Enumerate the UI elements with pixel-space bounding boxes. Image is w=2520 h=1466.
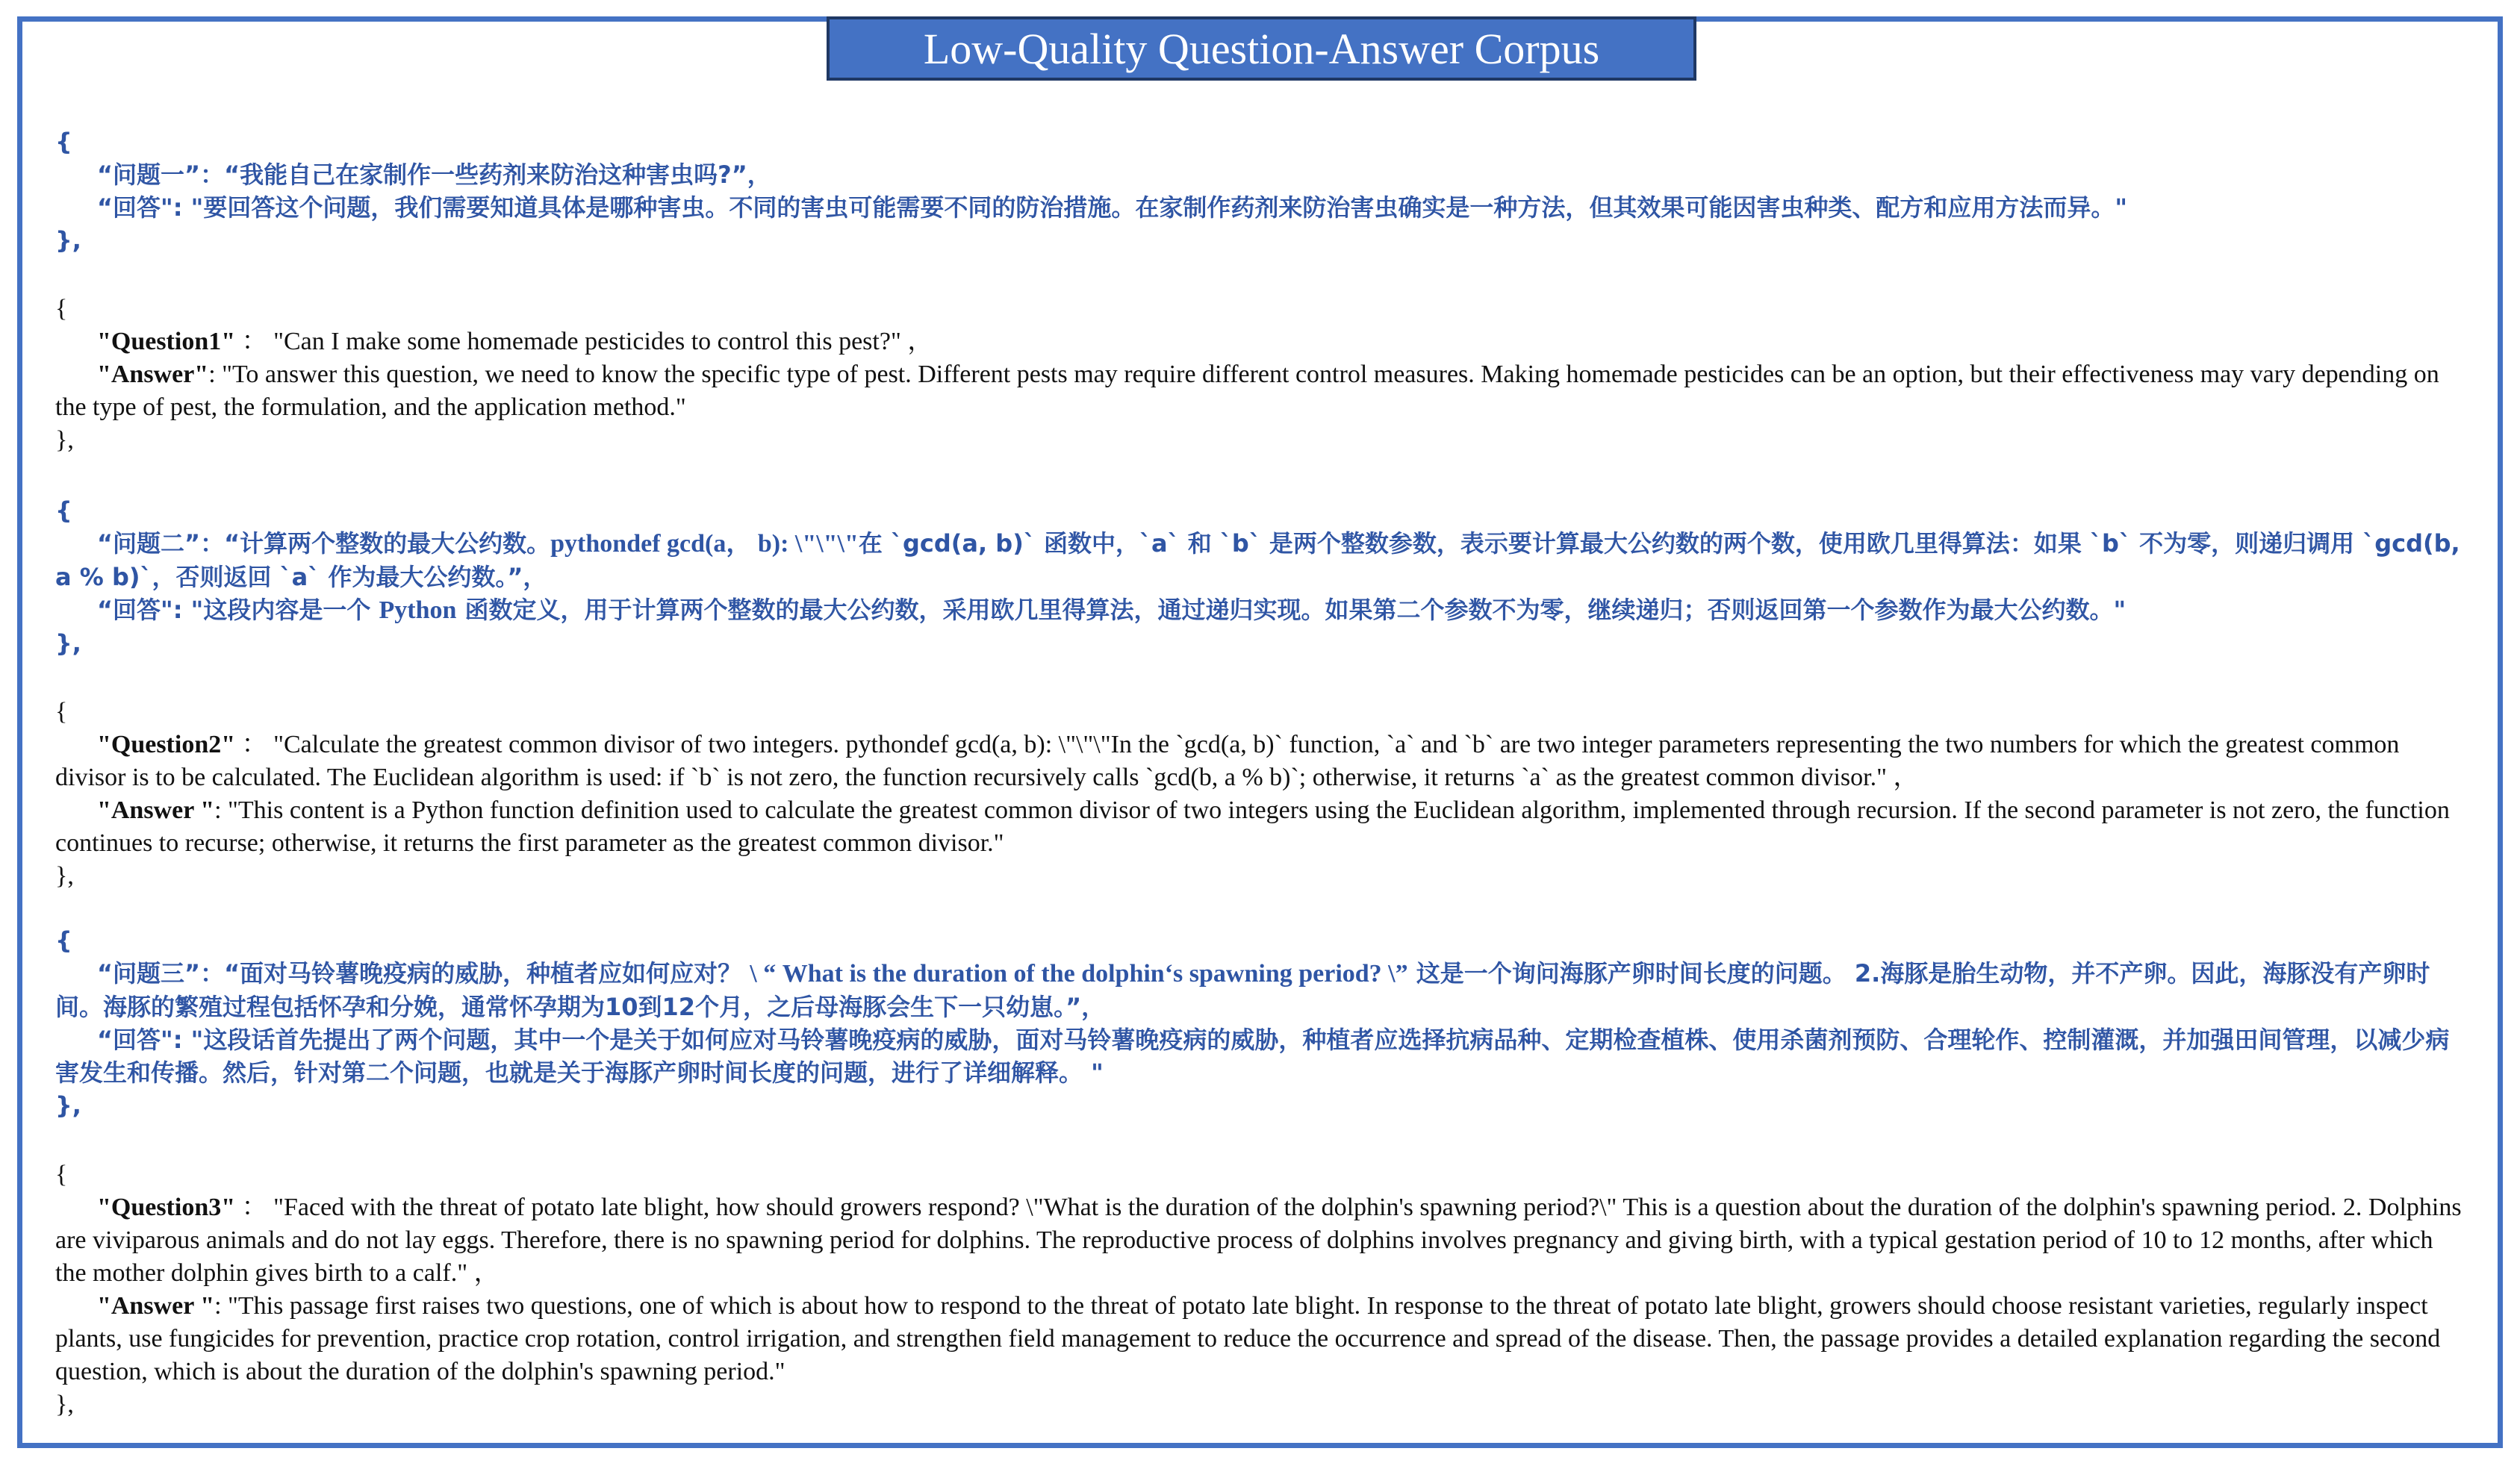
answer-line xyxy=(55,593,2467,627)
question-value: "Faced with the threat of potato late blight, how should growers respond? \"What is the duration of the dolphin's spawning period?\" This is a question about the duration of the dolphin's spawning period. 2. Dolphins are viviparous animals and do not lay eggs. Therefore, there is no spawning period for dolphins. The reproductive process of dolphins involves pregnancy and giving birth, with a typical gestation period of 10 to 12 months, after which the mother dolphin gives birth to a calf." ， xyxy=(55,1194,2462,1287)
close-brace: }, xyxy=(55,226,81,255)
question-separator: ： xyxy=(200,959,225,988)
question-line xyxy=(55,158,2467,191)
answer-key: "Answer " xyxy=(97,1292,215,1320)
question-value-part2: 在 `gcd(a, b)` 函数中，`a` 和 `b` 是两个整数参数，表示要计算最大公约数的两个数，使用欧几里得算法：如果 `b` 不为零，则递归调用 `gcd(b, a % b)`，否则返回 `a` 作为最大公约数。”， xyxy=(55,529,2460,591)
answer-line xyxy=(55,191,2467,224)
answer-value-part1: "这段内容是一个 xyxy=(190,596,379,624)
answer-key: "Answer" xyxy=(97,361,209,388)
qa-entry-en-3 xyxy=(55,1158,2467,1421)
answer-key: “回答" xyxy=(97,596,173,624)
question-value-english: \ “ What is the duration of the dolphin‘s spawning period? \” xyxy=(750,960,1408,988)
open-brace: { xyxy=(55,698,68,726)
question-line xyxy=(55,1191,2467,1290)
answer-value-part2: 函数定义，用于计算两个整数的最大公约数，采用欧几里得算法，通过递归实现。如果第二个参数不为零，继续递归；否则返回第一个参数作为最大公约数。" xyxy=(456,596,2127,624)
question-line xyxy=(55,729,2467,794)
question-line xyxy=(55,527,2467,593)
question-value: "Calculate the greatest common divisor of two integers. pythondef gcd(a, b): \"\"\"In the `gcd(a, b)` function, `a` and `b` are two integer parameters representing the two numbers for which the greatest common divisor is to be calculated. The Euclidean algorithm is used: if `b` is not zero, the function recursively calls `gcd(b, a % b)`; otherwise, it returns `a` as the greatest common divisor." ， xyxy=(55,731,2400,791)
question-key: "Question2" xyxy=(97,731,236,758)
open-brace: { xyxy=(55,1161,68,1188)
question-key: “问题三” xyxy=(97,959,201,988)
answer-separator: : xyxy=(214,1292,228,1320)
open-brace: { xyxy=(55,496,72,525)
answer-line xyxy=(55,794,2467,860)
answer-value: "To answer this question, we need to know the specific type of pest. Different pests may require different control measures. Making homemade pesticides can be an option, but their effectiveness may vary depending on the type of pest, the formulation, and the application method." xyxy=(55,361,2439,421)
question-separator: ： xyxy=(235,1194,274,1221)
answer-value: "要回答这个问题，我们需要知道具体是哪种害虫。不同的害虫可能需要不同的防治措施。在家制作药剂来防治害虫确实是一种方法，但其效果可能因害虫种类、配方和应用方法而异。" xyxy=(190,193,2128,222)
qa-entry-zh-3 xyxy=(55,924,2467,1122)
answer-value-python: Python xyxy=(379,596,457,624)
answer-key: “回答" xyxy=(97,193,173,222)
question-key: “问题二” xyxy=(97,529,201,558)
page-title: Low-Quality Question-Answer Corpus xyxy=(923,24,1600,73)
answer-separator: : xyxy=(214,796,228,824)
open-brace: { xyxy=(55,128,72,156)
question-value: "Can I make some homemade pesticides to control this pest?" ， xyxy=(273,328,933,355)
question-value-part2: 这是一个询问海豚产卵时间长度的问题。 2.海豚是胎生动物，并不产卵。因此，海豚没有产卵时间。海豚的繁殖过程包括怀孕和分娩，通常怀孕期为10到12个月，之后母海豚会生下一只幼崽。”， xyxy=(55,959,2430,1021)
question-separator: ： xyxy=(235,328,274,355)
answer-key: "Answer " xyxy=(97,796,215,824)
answer-separator: : xyxy=(172,596,191,624)
qa-entry-zh-2 xyxy=(55,494,2467,660)
qa-entry-zh-1 xyxy=(55,125,2467,257)
title-banner xyxy=(827,16,1696,81)
answer-value: "This passage first raises two questions, one of which is about how to respond to the threat of potato late blight. In response to the threat of potato late blight, growers should choose resistant varieties, regularly inspect plants, use fungicides for prevention, practice crop rotation, control irrigation, and strengthen field management to reduce the occurrence and spread of the disease. Then, the passage provides a detailed explanation regarding the second question, which is about the duration of the dolphin's spawning period." xyxy=(55,1292,2441,1385)
question-key: "Question3" xyxy=(97,1194,236,1221)
question-key: "Question1" xyxy=(97,328,236,355)
qa-entry-en-1 xyxy=(55,293,2467,457)
close-brace: }, xyxy=(55,426,74,454)
question-key: “问题一” xyxy=(97,160,201,189)
answer-value: "This content is a Python function definition used to calculate the greatest common divisor of two integers using the Euclidean algorithm, implemented through recursion. If the second parameter is not zero, the function continues to recurse; otherwise, it returns the first parameter as the greatest common divisor." xyxy=(55,796,2450,857)
open-brace: { xyxy=(55,295,68,322)
answer-value: "这段话首先提出了两个问题，其中一个是关于如何应对马铃薯晚疫病的威胁，面对马铃薯晚疫病的威胁，种植者应选择抗病品种、定期检查植株、使用杀菌剂预防、合理轮作、控制灌溉，并加强田间管理，以减少病害发生和传播。然后，针对第二个问题，也就是关于海豚产卵时间长度的问题，进行了详细解释。 " xyxy=(55,1026,2450,1087)
answer-line xyxy=(55,358,2467,424)
question-value: “我能自己在家制作一些药剂来防治这种害虫吗?”， xyxy=(224,160,771,189)
close-brace: }, xyxy=(55,629,81,658)
answer-separator: : xyxy=(208,361,223,388)
question-value-part1: “面对马铃薯晚疫病的威胁，种植者应如何应对？ xyxy=(224,959,750,988)
answer-key: “回答" xyxy=(97,1026,173,1054)
question-value-part1: “计算两个整数的最大公约数。 xyxy=(224,529,551,558)
question-separator: ： xyxy=(235,731,274,758)
question-separator: ： xyxy=(200,160,225,189)
question-value-code: pythondef gcd(a， b): \"\"\" xyxy=(550,530,859,558)
answer-separator: : xyxy=(172,1026,191,1054)
close-brace: }, xyxy=(55,862,74,890)
qa-entry-en-2 xyxy=(55,696,2467,893)
close-brace: }, xyxy=(55,1391,74,1418)
answer-line xyxy=(55,1290,2467,1388)
close-brace: }, xyxy=(55,1091,81,1120)
open-brace: { xyxy=(55,926,72,955)
question-line xyxy=(55,325,2467,358)
answer-line xyxy=(55,1023,2467,1089)
question-separator: ： xyxy=(200,529,225,558)
question-line xyxy=(55,957,2467,1023)
answer-separator: : xyxy=(172,193,191,222)
